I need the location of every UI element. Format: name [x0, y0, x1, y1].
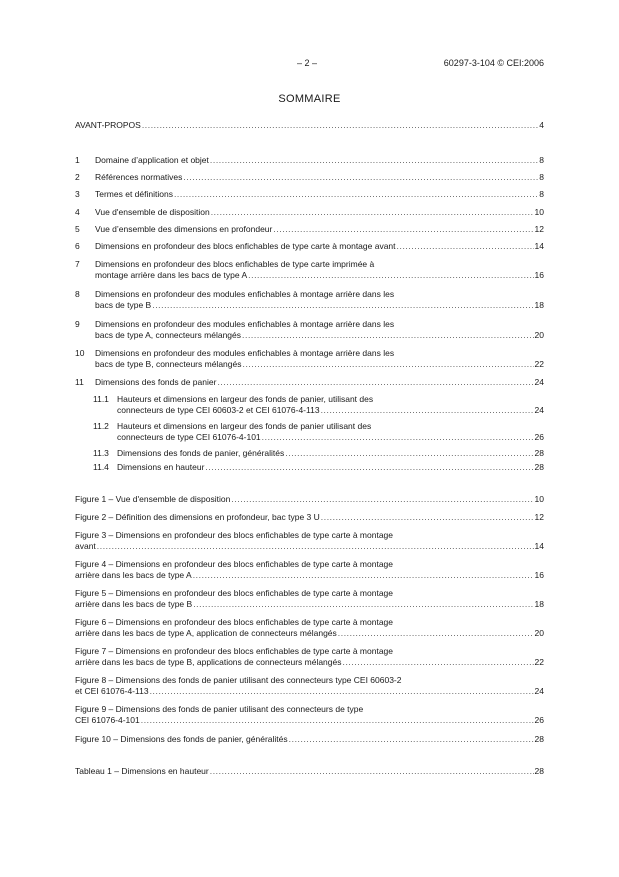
toc-entry-figure[interactable] — [75, 703, 544, 727]
toc-entry-text: Dimensions en profondeur des modules enfichables à montage arrière dans les — [95, 348, 395, 358]
toc-entry-page: 28 — [534, 734, 544, 744]
dot-leader — [210, 154, 538, 166]
toc-entry-section[interactable] — [75, 258, 544, 282]
dot-leader — [273, 223, 533, 235]
toc-entry-figure[interactable] — [75, 645, 544, 669]
toc-entry-page: 4 — [539, 120, 544, 130]
dot-leader — [397, 240, 534, 252]
dot-leader — [183, 171, 538, 183]
toc-entry-text: Figure 4 – Dimensions en profondeur des blocs enfichables de type carte à montage — [75, 559, 393, 569]
toc-entry-page: 8 — [539, 189, 544, 199]
section-number: 7 — [75, 259, 80, 269]
toc-entry-text: Dimensions en hauteur — [117, 462, 205, 472]
toc-entry-page: 14 — [534, 541, 544, 551]
toc-entry-subsection[interactable] — [75, 420, 544, 444]
toc-entry-page: 16 — [534, 570, 544, 580]
toc-entry-text-continued: arrière dans les bacs de type B, applications de connecteurs mélangés — [75, 657, 342, 667]
toc-entry-text-continued: arrière dans les bacs de type B — [75, 599, 193, 609]
subsection-number: 11.3 — [93, 448, 109, 458]
section-number: 6 — [75, 241, 80, 251]
toc-entry-page: 28 — [534, 766, 544, 776]
toc-entry-text: Figure 6 – Dimensions en profondeur des blocs enfichables de type carte à montage — [75, 617, 393, 627]
toc-entry-text-continued: arrière dans les bacs de type A, application de connecteurs mélangés — [75, 628, 337, 638]
dot-leader — [152, 299, 533, 311]
toc-entry-text: Figure 1 – Vue d'ensemble de disposition — [75, 494, 231, 504]
toc-entry-page: 20 — [534, 330, 544, 340]
section-number: 4 — [75, 207, 80, 217]
toc-entry-text-continued: montage arrière dans les bacs de type A — [95, 270, 248, 280]
toc-entry-section[interactable] — [75, 318, 544, 342]
toc-entry-text: Hauteurs et dimensions en largeur des fonds de panier, utilisant des — [117, 394, 374, 404]
toc-entry-text: Dimensions des fonds de panier, généralités — [117, 448, 285, 458]
toc-entry-table[interactable] — [75, 765, 544, 789]
toc-entry-text-continued: bacs de type A, connecteurs mélangés — [95, 330, 242, 340]
toc-entry-figure[interactable] — [75, 733, 544, 757]
toc-entry-text-continued: connecteurs de type CEI 61076-4-101 — [117, 432, 261, 442]
section-number: 2 — [75, 172, 80, 182]
toc-entry-figure[interactable] — [75, 529, 544, 553]
toc-entry-text: AVANT-PROPOS — [75, 120, 141, 130]
toc-entry-page: 10 — [534, 494, 544, 504]
toc-entry-foreword[interactable] — [75, 119, 544, 143]
section-number: 9 — [75, 319, 80, 329]
toc-entry-text: Références normatives — [95, 172, 183, 182]
dot-leader — [242, 358, 533, 370]
dot-leader — [343, 656, 534, 668]
toc-entry-section[interactable] — [75, 347, 544, 371]
toc-entry-page: 24 — [534, 377, 544, 387]
toc-entry-figure[interactable] — [75, 587, 544, 611]
toc-entry-page: 26 — [534, 432, 544, 442]
dot-leader — [248, 269, 533, 281]
section-number: 5 — [75, 224, 80, 234]
dot-leader — [289, 733, 534, 745]
dot-leader — [217, 376, 533, 388]
toc-entry-text: Figure 7 – Dimensions en profondeur des blocs enfichables de type carte à montage — [75, 646, 393, 656]
toc-entry-page: 10 — [534, 207, 544, 217]
dot-leader — [321, 511, 534, 523]
toc-entry-text-continued: arrière dans les bacs de type A — [75, 570, 192, 580]
toc-entry-page: 8 — [539, 155, 544, 165]
toc-entry-figure[interactable] — [75, 558, 544, 582]
dot-leader — [242, 329, 534, 341]
toc-entry-text-continued: avant — [75, 541, 96, 551]
toc-entry-section[interactable] — [75, 288, 544, 312]
toc-entry-page: 12 — [534, 224, 544, 234]
toc-entry-page: 18 — [534, 599, 544, 609]
dot-leader — [97, 540, 534, 552]
toc-entry-text: Vue d'ensemble de disposition — [95, 207, 210, 217]
dot-leader — [210, 765, 534, 777]
toc-entry-text: Figure 2 – Définition des dimensions en profondeur, bac type 3 U — [75, 512, 320, 522]
dot-leader — [193, 569, 534, 581]
toc-entry-page: 24 — [534, 405, 544, 415]
dot-leader — [174, 188, 538, 200]
toc-entry-figure[interactable] — [75, 674, 544, 698]
toc-entry-text: Vue d’ensemble des dimensions en profondeur — [95, 224, 273, 234]
toc-entry-text: Tableau 1 – Dimensions en hauteur — [75, 766, 209, 776]
dot-leader — [193, 598, 533, 610]
toc-entry-page: 24 — [534, 686, 544, 696]
toc-entry-text-continued: CEI 61076-4-101 — [75, 715, 140, 725]
toc-entry-text: Figure 3 – Dimensions en profondeur des blocs enfichables de type carte à montage — [75, 530, 393, 540]
dot-leader — [262, 431, 534, 443]
toc-entry-text: Domaine d’application et objet — [95, 155, 209, 165]
dot-leader — [141, 714, 534, 726]
dot-leader — [142, 119, 538, 131]
page-number: – 2 – — [297, 58, 318, 68]
section-number: 3 — [75, 189, 80, 199]
dot-leader — [321, 404, 534, 416]
toc-entry-page: 22 — [534, 657, 544, 667]
toc-entry-page: 28 — [534, 448, 544, 458]
toc-entry-text: Figure 5 – Dimensions en profondeur des blocs enfichables de type carte à montage — [75, 588, 393, 598]
toc-entry-text-continued: bacs de type B, connecteurs mélangés — [95, 359, 242, 369]
toc-entry-text: Figure 10 – Dimensions des fonds de panier, généralités — [75, 734, 288, 744]
toc-entry-page: 16 — [534, 270, 544, 280]
dot-leader — [285, 447, 533, 459]
toc-entry-page: 20 — [534, 628, 544, 638]
subsection-number: 11.2 — [93, 421, 109, 431]
section-number: 1 — [75, 155, 80, 165]
toc-entry-text: Figure 9 – Dimensions des fonds de panier utilisant des connecteurs de type — [75, 704, 364, 714]
toc-entry-text: Hauteurs et dimensions en largeur des fonds de panier utilisant des — [117, 421, 372, 431]
section-number: 10 — [75, 348, 85, 358]
toc-entry-subsection[interactable] — [75, 393, 544, 417]
toc-entry-text: Dimensions en profondeur des modules enfichables à montage arrière dans les — [95, 319, 395, 329]
toc-entry-text-continued: bacs de type B — [95, 300, 152, 310]
toc-entry-text: Dimensions en profondeur des blocs enfichables de type carte imprimée à — [95, 259, 375, 269]
toc-entry-page: 12 — [534, 512, 544, 522]
toc-entry-page: 22 — [534, 359, 544, 369]
toc-entry-page: 26 — [534, 715, 544, 725]
dot-leader — [150, 685, 534, 697]
toc-entry-page: 18 — [534, 300, 544, 310]
dot-leader — [205, 461, 533, 473]
document-reference: 60297-3-104 © CEI:2006 — [443, 58, 544, 68]
toc-entry-text: Termes et définitions — [95, 189, 173, 199]
toc-entry-figure[interactable] — [75, 616, 544, 640]
toc-entry-text: Dimensions en profondeur des modules enfichables à montage arrière dans les — [95, 289, 395, 299]
dot-leader — [338, 627, 534, 639]
toc-entry-page: 8 — [539, 172, 544, 182]
toc-title: SOMMAIRE — [278, 93, 341, 105]
subsection-number: 11.1 — [93, 394, 109, 404]
toc-entry-text: Dimensions des fonds de panier — [95, 377, 217, 387]
subsection-number: 11.4 — [93, 462, 109, 472]
section-number: 11 — [75, 377, 84, 387]
dot-leader — [231, 493, 533, 505]
toc-entry-text: Figure 8 – Dimensions des fonds de panier utilisant des connecteurs type CEI 60603-2 — [75, 675, 402, 685]
toc-entry-text: Dimensions en profondeur des blocs enfichables de type carte à montage avant — [95, 241, 396, 251]
dot-leader — [211, 206, 534, 218]
section-number: 8 — [75, 289, 80, 299]
toc-entry-text-continued: connecteurs de type CEI 60603-2 et CEI 61076-4-113 — [117, 405, 320, 415]
toc-entry-page: 28 — [534, 462, 544, 472]
toc-entry-page: 14 — [534, 241, 544, 251]
toc-entry-text-continued: et CEI 61076-4-113 — [75, 686, 149, 696]
toc-entry-subsection[interactable] — [75, 461, 544, 485]
